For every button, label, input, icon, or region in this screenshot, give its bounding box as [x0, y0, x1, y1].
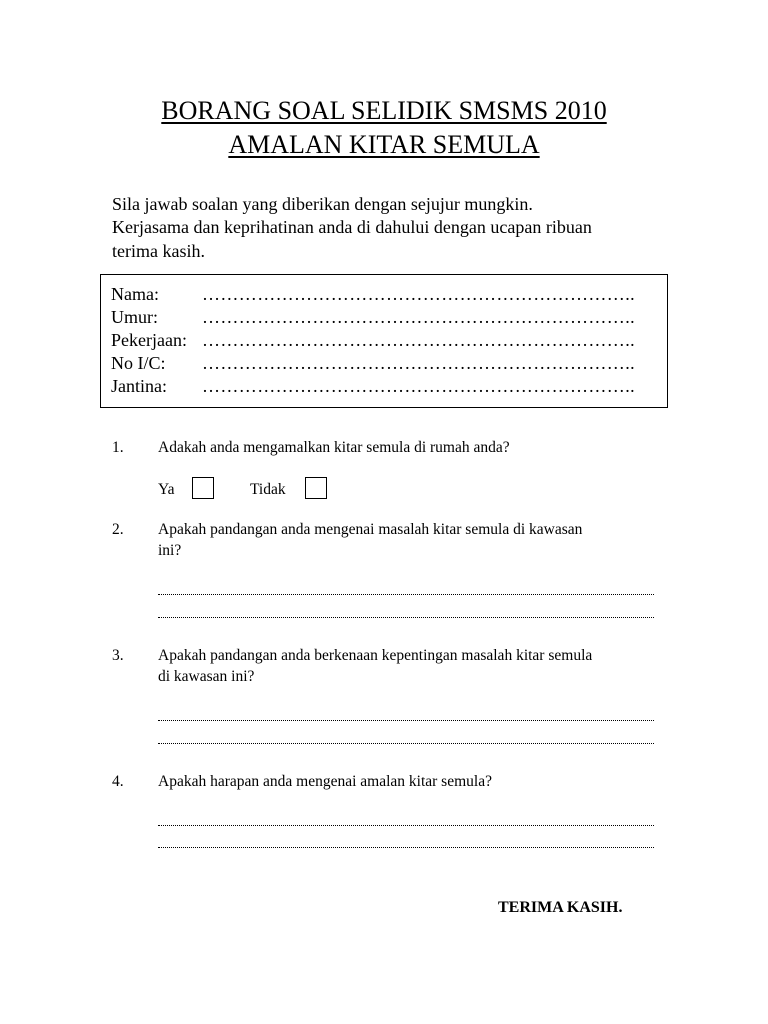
closing-thanks: TERIMA KASIH. — [498, 899, 623, 916]
question-3-text-line-2: di kawasan ini? — [158, 668, 255, 685]
option-ya-checkbox[interactable] — [192, 477, 214, 499]
question-4-answer-line-2[interactable] — [158, 847, 654, 848]
question-2-answer-line-2[interactable] — [158, 617, 654, 618]
question-3-answer-line-2[interactable] — [158, 743, 654, 744]
option-ya-label: Ya — [158, 481, 175, 498]
intro-line-3: terima kasih. — [112, 241, 205, 261]
form-title-line-2: AMALAN KITAR SEMULA — [228, 130, 540, 159]
personal-info-box — [100, 274, 668, 408]
form-title-line-1: BORANG SOAL SELIDIK SMSMS 2010 — [161, 96, 607, 125]
question-4-answer-line-1[interactable] — [158, 825, 654, 826]
question-2-text-line-1: Apakah pandangan anda mengenai masalah kitar semula di kawasan — [158, 521, 583, 538]
question-2-text-line-2: ini? — [158, 542, 182, 559]
question-4-text: Apakah harapan anda mengenai amalan kitar semula? — [158, 773, 492, 790]
info-field-pekerjaan[interactable]: …………………………………………………………….. — [202, 330, 635, 350]
info-label-umur: Umur: — [111, 307, 158, 327]
info-field-no-ic[interactable]: …………………………………………………………….. — [202, 353, 635, 373]
question-2-answer-line-1[interactable] — [158, 594, 654, 595]
question-3-text-line-1: Apakah pandangan anda berkenaan kepentingan masalah kitar semula — [158, 647, 593, 664]
info-label-nama: Nama: — [111, 284, 159, 304]
question-3-answer-line-1[interactable] — [158, 720, 654, 721]
option-tidak-label: Tidak — [250, 481, 286, 498]
info-field-umur[interactable]: …………………………………………………………….. — [202, 307, 635, 327]
intro-line-1: Sila jawab soalan yang diberikan dengan sejujur mungkin. — [112, 194, 533, 214]
question-2-number: 2. — [112, 521, 124, 538]
question-4-number: 4. — [112, 773, 124, 790]
question-1-number: 1. — [112, 439, 124, 456]
info-field-jantina[interactable]: …………………………………………………………….. — [202, 376, 635, 396]
option-tidak-checkbox[interactable] — [305, 477, 327, 499]
info-label-no-ic: No I/C: — [111, 353, 166, 373]
question-3-number: 3. — [112, 647, 124, 664]
info-label-jantina: Jantina: — [111, 376, 167, 396]
form-subtitle — [0, 130, 768, 160]
question-1-text: Adakah anda mengamalkan kitar semula di rumah anda? — [158, 439, 510, 456]
form-title — [0, 96, 768, 126]
info-field-nama[interactable]: …………………………………………………………….. — [202, 284, 635, 304]
intro-line-2: Kerjasama dan keprihatinan anda di dahului dengan ucapan ribuan — [112, 217, 592, 237]
info-label-pekerjaan: Pekerjaan: — [111, 330, 187, 350]
